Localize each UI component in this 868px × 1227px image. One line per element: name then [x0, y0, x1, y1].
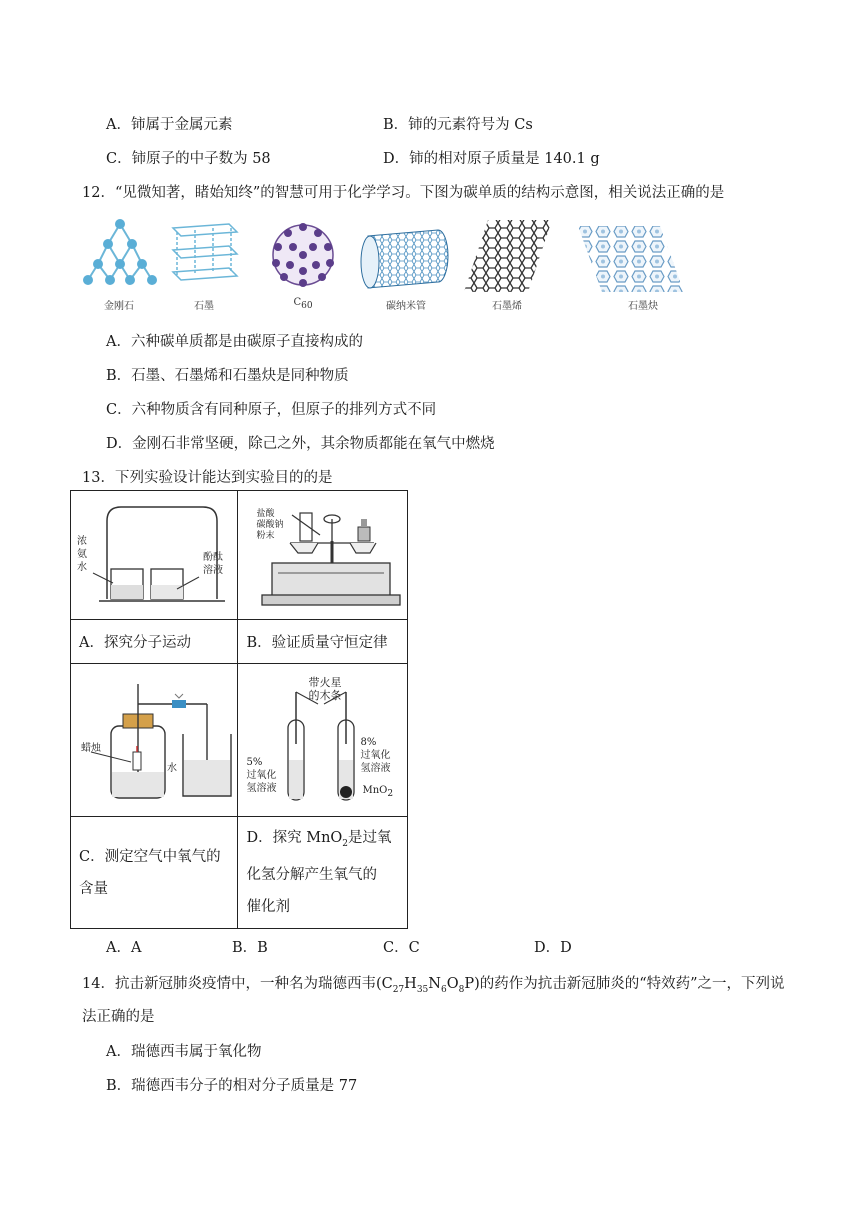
experiment-table: [70, 490, 408, 929]
experiment-d-label: D．探究 MnO$_2$是过氧 化氢分解产生氧气的 催化剂: [238, 817, 408, 929]
graphite-structure-image: [165, 220, 243, 292]
q13-answer-b: B．B: [232, 940, 268, 956]
q13-stem: 13．下列实验设计能达到实验目的的是: [82, 470, 333, 486]
nanotube-structure-image: [358, 226, 454, 290]
diamond-structure-image: [80, 214, 158, 294]
q12-option-d: D．金刚石非常坚硬，除己之外，其余物质都能在氧气中燃烧: [106, 436, 495, 452]
experiment-c-label: C．测定空气中氧气的 含量: [71, 817, 238, 929]
q11-option-a: A．铈属于金属元素: [106, 117, 233, 133]
q11-option-c: C．铈原子的中子数为 58: [106, 151, 271, 167]
q12-option-b: B．石墨、石墨烯和石墨炔是同种物质: [106, 368, 349, 384]
q12-stem: 12．“见微知著，睹始知终”的智慧可用于化学学习。下图为碳单质的结构示意图，相关说法正确的是: [82, 185, 725, 201]
q12-option-a: A．六种碳单质都是由碳原子直接构成的: [106, 334, 363, 350]
experiment-b-label: B．验证质量守恒定律: [238, 620, 408, 664]
q14-option-b: B．瑞德西韦分子的相对分子质量是 77: [106, 1078, 358, 1094]
graphene-caption: 石墨烯: [492, 301, 522, 312]
diamond-caption: 金刚石: [104, 301, 134, 312]
q12-option-c: C．六种物质含有同种原子，但原子的排列方式不同: [106, 402, 437, 418]
q13-answer-a: A．A: [106, 940, 142, 956]
q11-option-d: D．铈的相对原子质量是 140.1 g: [383, 151, 600, 167]
graphite-caption: 石墨: [194, 301, 214, 312]
graphdiyne-structure-image: [576, 224, 686, 294]
experiment-a-label: A．探究分子运动: [71, 620, 238, 664]
experiment-b-figure: 盐酸 碳酸钠 粉末: [238, 491, 408, 620]
c60-caption: $C_{60}$: [293, 297, 313, 311]
q14-stem: 14．抗击新冠肺炎疫情中，一种名为瑞德西韦$(C_{27}H_{35}N_6O_8P)$的药作为抗击新冠肺炎的“特效药”之一，下列说: [82, 976, 785, 995]
q13-answer-c: C．C: [383, 940, 420, 956]
nanotube-caption: 碳纳米管: [386, 301, 426, 312]
graphene-structure-image: [462, 218, 554, 294]
c60-structure-image: [268, 219, 338, 291]
q11-option-b: B．铈的元素符号为 Cs: [383, 117, 533, 133]
experiment-a-figure: 浓 氨 水 酚酞 溶液: [71, 491, 238, 620]
graphdiyne-caption: 石墨炔: [628, 301, 658, 312]
q14-stem-line2: 法正确的是: [82, 1009, 155, 1025]
experiment-c-figure: 蜡烛 水: [71, 664, 238, 817]
experiment-d-figure: 带火星 的木条 5% 过氧化 氢溶液 8% 过氧化 氢溶液 MnO$_2$: [238, 664, 408, 817]
q13-answer-d: D．D: [534, 940, 572, 956]
q14-option-a: A．瑞德西韦属于氧化物: [106, 1044, 262, 1060]
